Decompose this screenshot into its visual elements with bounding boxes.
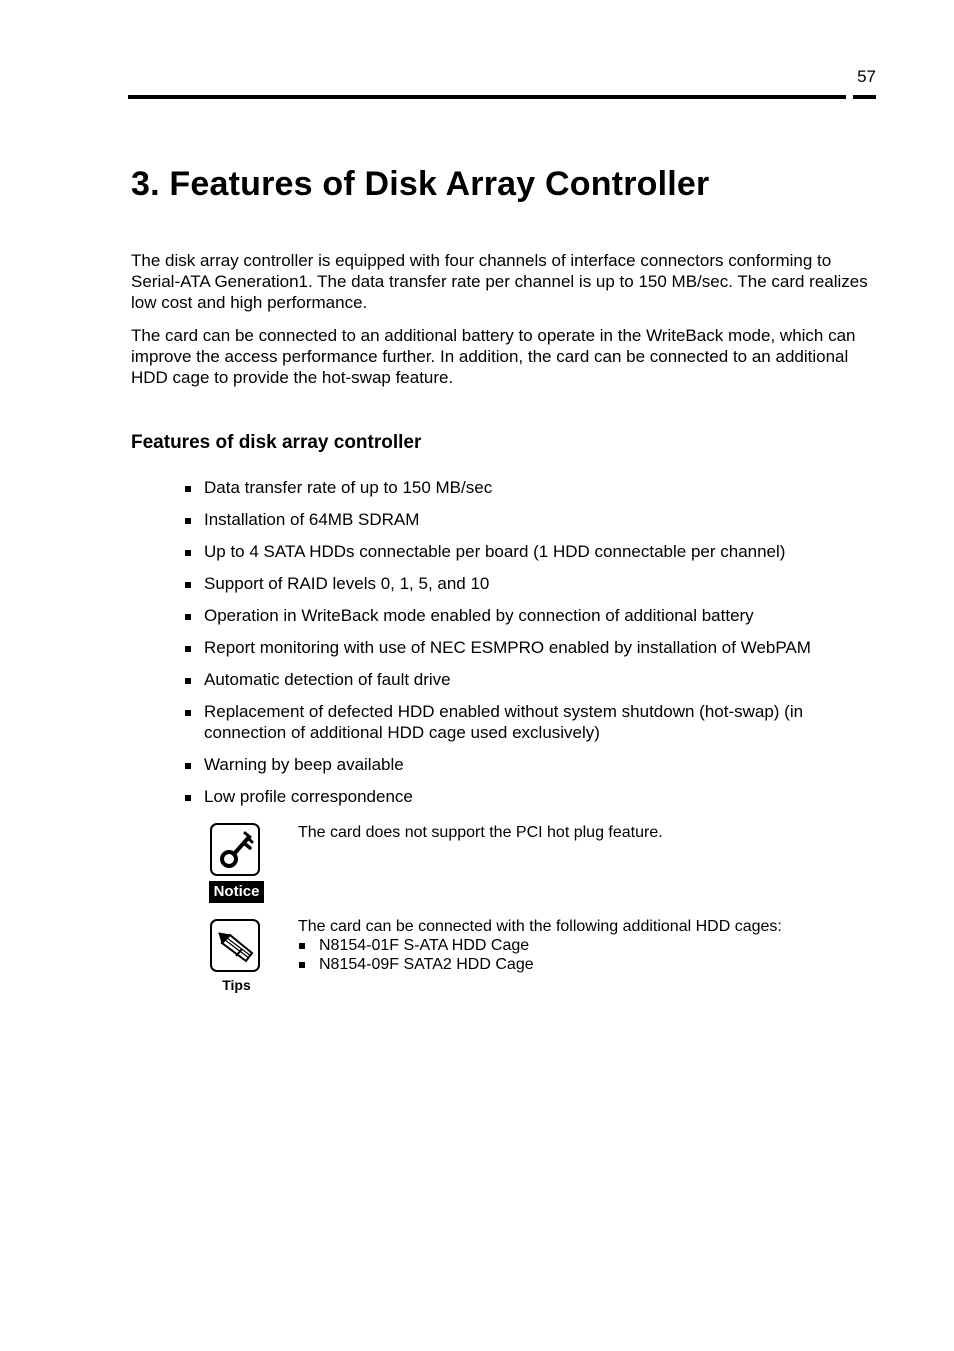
- feature-text: Replacement of defected HDD enabled without system shutdown (hot-swap) (in connection of additional HDD cage used exclusively): [204, 702, 804, 742]
- notice-label: Notice: [209, 881, 264, 903]
- square-bullet-icon: [185, 614, 191, 620]
- list-item: [183, 754, 883, 775]
- notice-text: The card does not support the PCI hot plug feature.: [298, 824, 663, 841]
- list-item: [183, 786, 883, 807]
- tips-list: [298, 936, 878, 974]
- square-bullet-icon: [299, 943, 305, 949]
- square-bullet-icon: [299, 962, 305, 968]
- header-rule-end: [853, 95, 876, 99]
- tips-item-text: N8154-09F SATA2 HDD Cage: [319, 956, 534, 973]
- square-bullet-icon: [185, 582, 191, 588]
- page-number: 57: [857, 67, 876, 86]
- feature-text: Data transfer rate of up to 150 MB/sec: [204, 478, 493, 497]
- square-bullet-icon: [185, 795, 191, 801]
- intro-paragraph-2: The card can be connected to an additional battery to operate in the WriteBack mode, which can improve the access performance further. In addition, the card can be connected to an additional HDD cage to provide the hot-swap feature.: [131, 326, 856, 387]
- feature-text: Report monitoring with use of NEC ESMPRO enabled by installation of WebPAM: [204, 638, 811, 657]
- list-item: [183, 573, 883, 594]
- list-item: [183, 669, 883, 690]
- page-title: 3. Features of Disk Array Controller: [131, 165, 710, 203]
- square-bullet-icon: [185, 678, 191, 684]
- square-bullet-icon: [185, 550, 191, 556]
- feature-text: Up to 4 SATA HDDs connectable per board (1 HDD connectable per channel): [204, 542, 786, 561]
- intro-paragraph-1: The disk array controller is equipped with four channels of interface connectors conforming to Serial-ATA Generation1. The data transfer rate per channel is up to 150 MB/sec. The card realizes low cost and high performance.: [131, 251, 868, 312]
- tips-label: Tips: [222, 977, 251, 993]
- tips-item-text: N8154-01F S-ATA HDD Cage: [319, 937, 530, 954]
- tips-callout: [206, 917, 886, 997]
- list-item: [183, 701, 883, 743]
- header-rule: [128, 95, 846, 99]
- feature-text: Warning by beep available: [204, 755, 404, 774]
- list-item: [183, 637, 883, 658]
- notice-callout: [206, 823, 886, 907]
- square-bullet-icon: [185, 486, 191, 492]
- list-item: [298, 936, 878, 955]
- tips-content: [298, 917, 878, 974]
- list-item: [183, 509, 883, 530]
- square-bullet-icon: [185, 710, 191, 716]
- pencil-icon: [210, 919, 260, 972]
- feature-text: Automatic detection of fault drive: [204, 670, 451, 689]
- list-item: [183, 605, 883, 626]
- feature-text: Support of RAID levels 0, 1, 5, and 10: [204, 574, 490, 593]
- square-bullet-icon: [185, 518, 191, 524]
- intro-section: [131, 250, 879, 400]
- square-bullet-icon: [185, 763, 191, 769]
- feature-text: Operation in WriteBack mode enabled by connection of additional battery: [204, 606, 754, 625]
- tips-intro: The card can be connected with the following additional HDD cages:: [298, 918, 782, 935]
- list-item: [183, 477, 883, 498]
- list-item: [298, 955, 878, 974]
- square-bullet-icon: [185, 646, 191, 652]
- features-heading: Features of disk array controller: [131, 432, 422, 453]
- key-icon: [210, 823, 260, 876]
- list-item: [183, 541, 883, 562]
- feature-text: Low profile correspondence: [204, 787, 413, 806]
- features-list: [183, 477, 883, 818]
- feature-text: Installation of 64MB SDRAM: [204, 510, 420, 529]
